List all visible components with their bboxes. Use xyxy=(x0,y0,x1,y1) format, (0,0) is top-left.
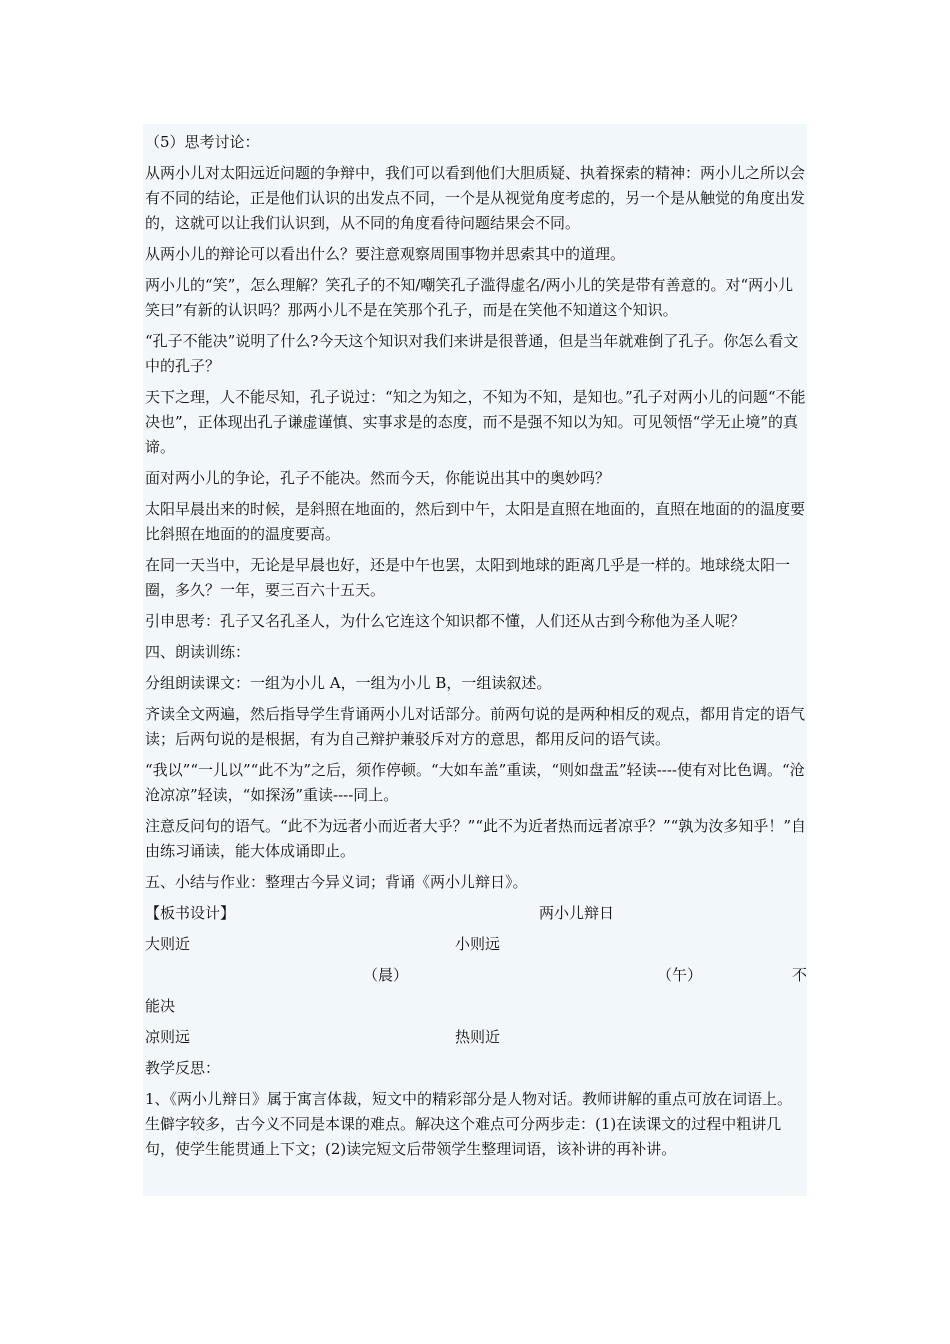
board-cell: （晨） xyxy=(363,966,409,984)
board-cell: 不 xyxy=(791,966,807,984)
board-row-3 xyxy=(145,994,807,1019)
paragraph: 分组朗读课文：一组为小儿 A，一组为小儿 B，一组读叙述。 xyxy=(145,674,552,692)
board-design-title: 两小儿辩日 xyxy=(539,904,615,922)
paragraph: 注意反问句的语气。“此不为远者小而近者大乎？”“此不为近者热而远者凉乎？”“孰为汝多知乎！”自由练习诵读，能大体成诵即止。 xyxy=(145,817,807,860)
paragraph: 在同一天当中，无论是早晨也好，还是中午也罢，太阳到地球的距离几乎是一样的。地球绕太阳一圈，多久？一年，要三百六十五天。 xyxy=(145,556,791,599)
section-heading-think-discuss: （5）思考讨论： xyxy=(145,133,260,151)
paragraph: 两小儿的“笑”，怎么理解？笑孔子的不知/嘲笑孔子滥得虚名/两小儿的笑是带有善意的。对“两小儿笑曰”有新的认识吗？那两小儿不是在笑那个孔子，而是在笑他不知道这个知识。 xyxy=(145,276,794,319)
section-heading-teaching-reflection: 教学反思： xyxy=(145,1059,221,1077)
board-cell: 大则近 xyxy=(145,935,191,953)
paragraph: 引申思考：孔子又名孔圣人，为什么它连这个知识都不懂，人们还从古到今称他为圣人呢？ xyxy=(145,612,746,630)
board-cell: 能决 xyxy=(145,997,176,1015)
paragraph: “孔子不能决”说明了什么?今天这个知识对我们来讲是很普通，但是当年就难倒了孔子。你怎么看文中的孔子？ xyxy=(145,332,799,375)
board-design-label: 【板书设计】 xyxy=(145,904,236,922)
paragraph: 太阳早晨出来的时候，是斜照在地面的，然后到中午，太阳是直照在地面的，直照在地面的的温度要比斜照在地面的的温度要高。 xyxy=(145,500,806,543)
paragraph: 天下之理，人不能尽知，孔子说过：“知之为知之，不知为不知，是知也。”孔子对两小儿的问题“不能决也”，正体现出孔子谦虚谨慎、实事求是的态度，而不是强不知以为知。可见领悟“学无止境”的真谛。 xyxy=(145,388,806,456)
board-row-2 xyxy=(145,963,807,988)
paragraph: 1、《两小儿辩日》属于寓言体裁，短文中的精彩部分是人物对话。教师讲解的重点可放在词语上。生僻字较多，古今义不同是本课的难点。解决这个难点可分两步走：(1)在读课文的过程中粗讲几句，使学生能贯通上下文；(2)读完短文后带领学生整理词语，该补讲的再补讲。 xyxy=(145,1090,793,1158)
paragraph: 从两小儿对太阳远近问题的争辩中，我们可以看到他们大胆质疑、执着探索的精神：两小儿之所以会有不同的结论，正是他们认识的出发点不同，一个是从视觉角度考虑的，另一个是从触觉的角度出发的，这就可以让我们认识到，从不同的角度看待问题结果会不同。 xyxy=(145,164,806,232)
paragraph: 从两小儿的辩论可以看出什么？要注意观察周围事物并思索其中的道理。 xyxy=(145,245,626,263)
paragraph: 齐读全文两遍，然后指导学生背诵两小儿对话部分。前两句说的是两种相反的观点，都用肯定的语气读；后两句说的是根据，有为自己辩护兼驳斥对方的意思，都用反问的语气读。 xyxy=(145,705,806,748)
board-row-4 xyxy=(145,1025,807,1050)
board-cell: 凉则远 xyxy=(145,1028,191,1046)
document-content xyxy=(143,124,807,1162)
board-design-header xyxy=(145,901,807,926)
section-heading-reading-training: 四、朗读训练： xyxy=(145,643,251,661)
paragraph: “我以”“一儿以”“此不为”之后，须作停顿。“大如车盖”重读，“则如盘盂”轻读----使有对比色调。“沧沧凉凉”轻读，“如探汤”重读----同上。 xyxy=(145,761,805,804)
board-cell: 小则远 xyxy=(455,935,501,953)
board-row-1 xyxy=(145,932,807,957)
paragraph: 面对两小儿的争论，孔子不能决。然而今天，你能说出其中的奥妙吗？ xyxy=(145,469,611,487)
document-page xyxy=(143,124,807,1196)
board-cell: （午） xyxy=(657,966,703,984)
section-heading-summary-homework: 五、小结与作业：整理古今异义词；背诵《两小儿辩日》。 xyxy=(145,873,528,891)
board-cell: 热则近 xyxy=(455,1028,501,1046)
